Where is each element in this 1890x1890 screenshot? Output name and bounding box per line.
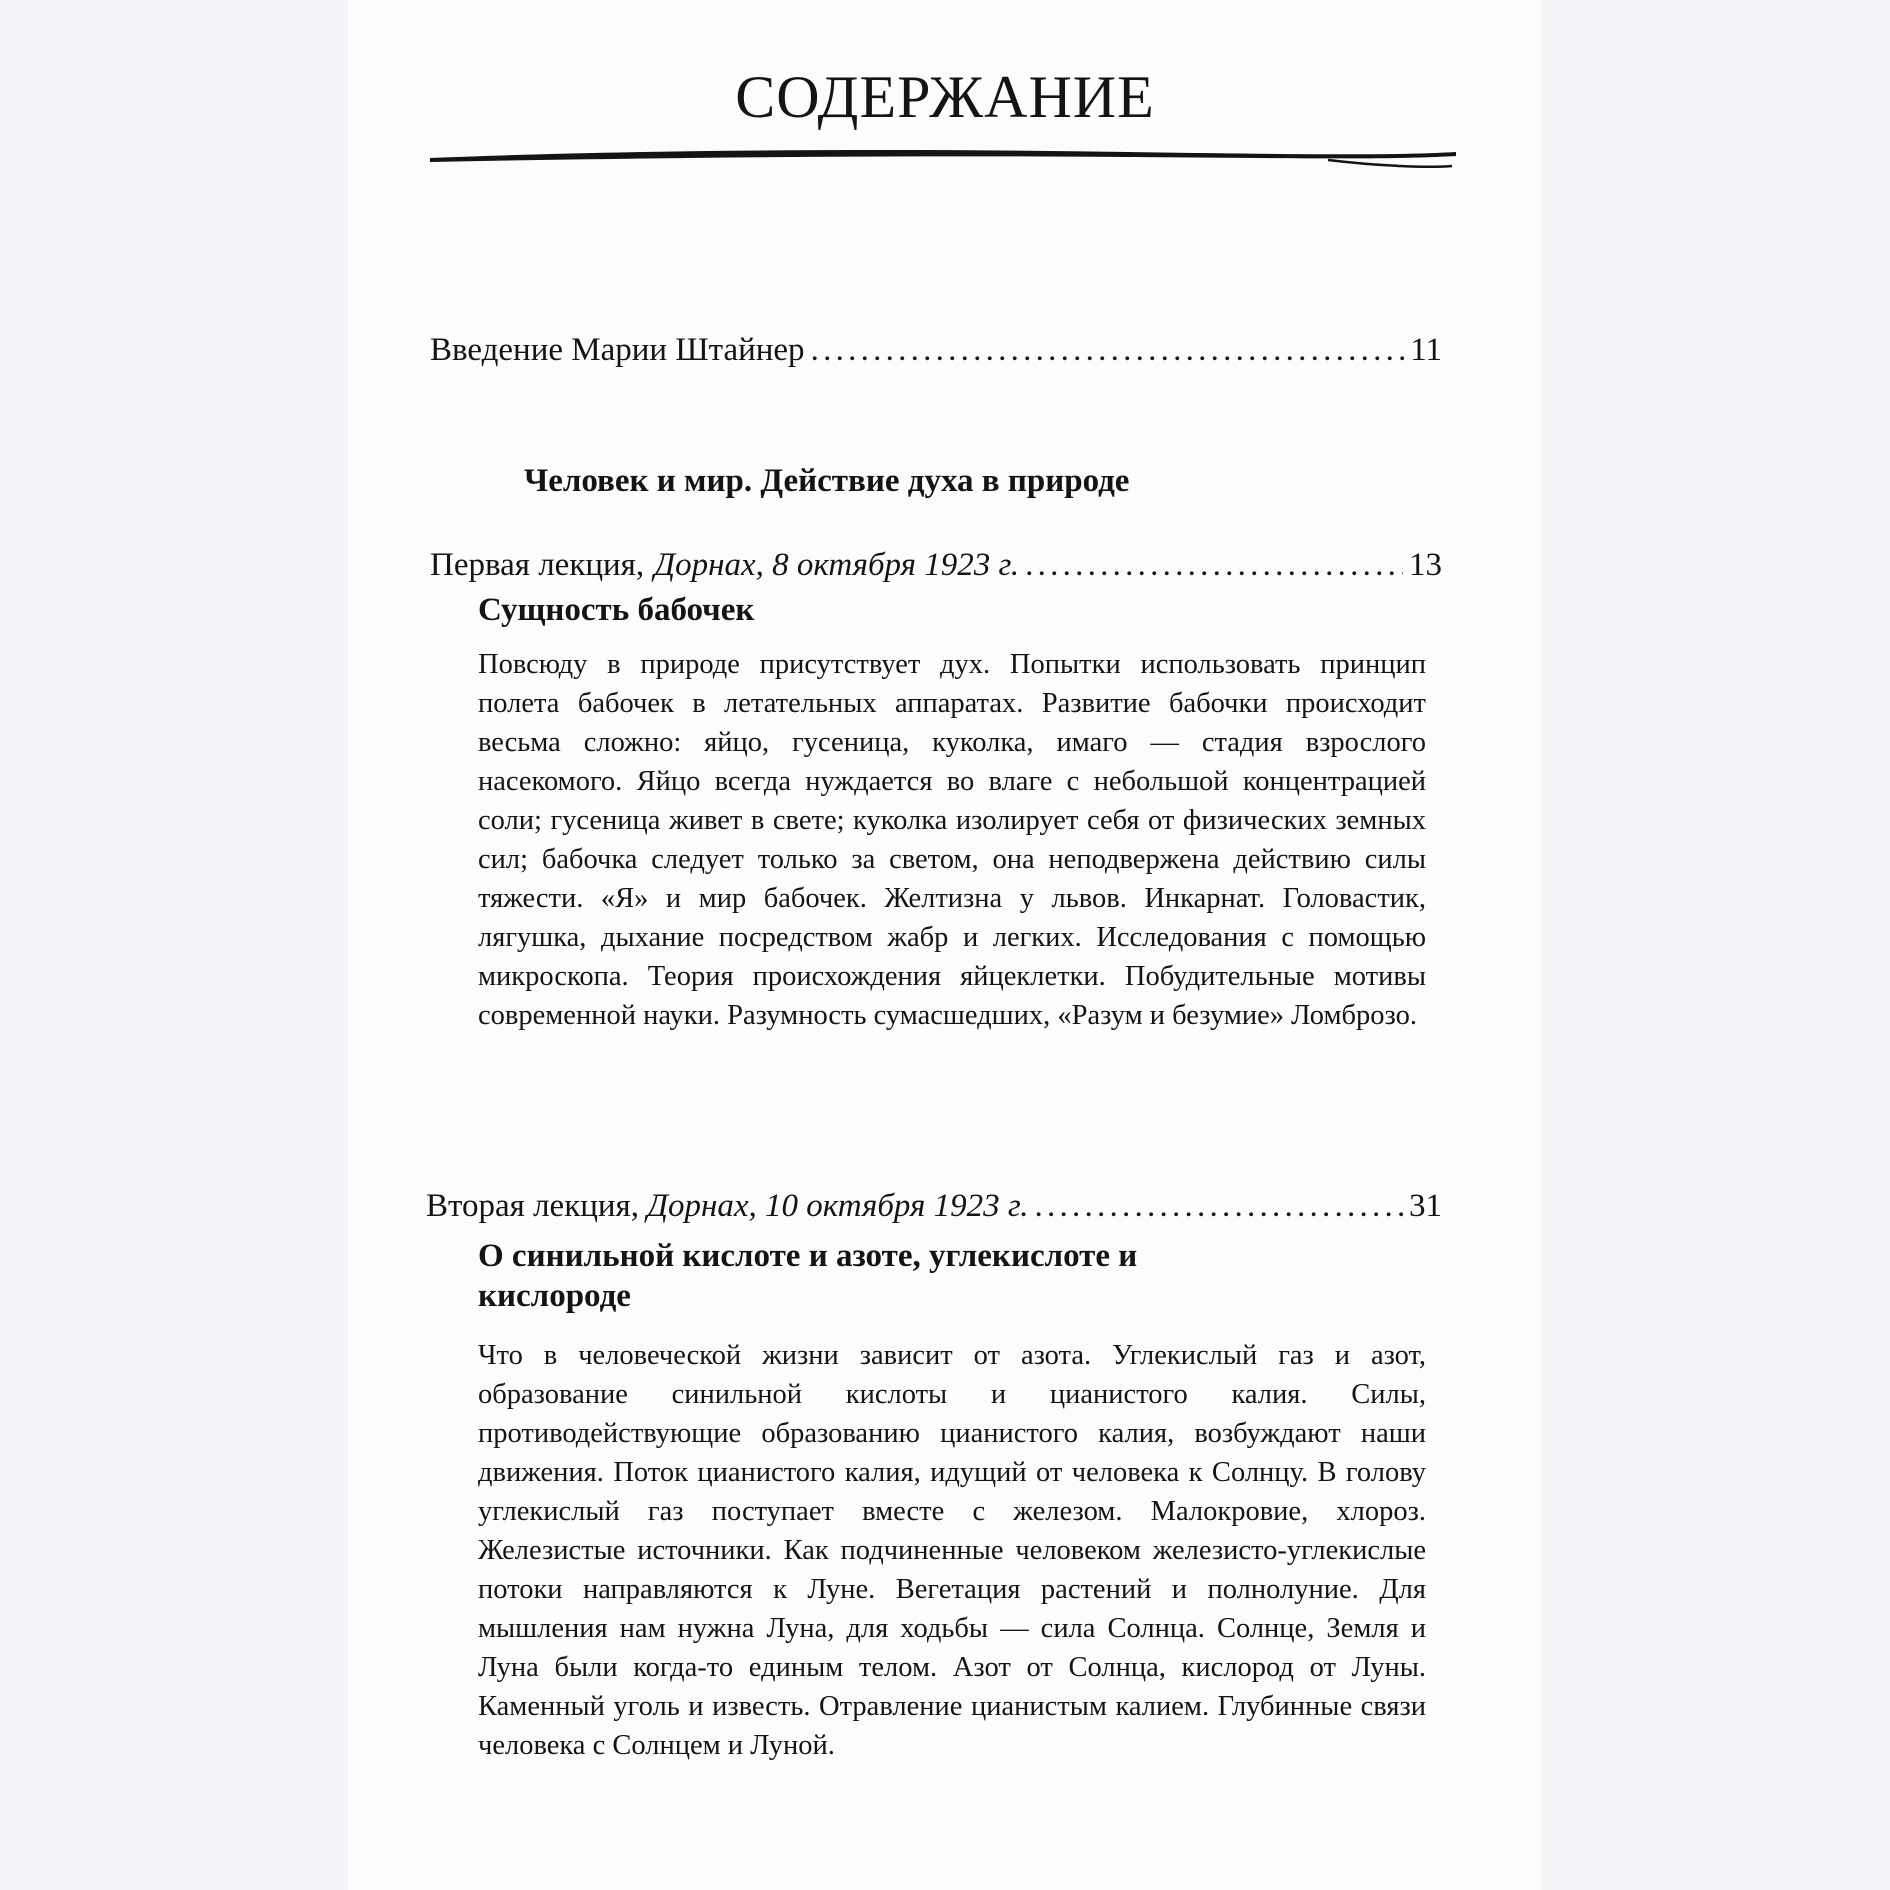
lecture-label: Первая лекция, bbox=[430, 547, 645, 583]
toc-entry-lecture-1[interactable] bbox=[430, 545, 1442, 585]
lecture-place-date: Дорнах, 10 октября 1923 г. bbox=[646, 1188, 1029, 1224]
lecture-2-title: О синильной кислоте и азоте, углекислоте и кислороде bbox=[478, 1238, 1138, 1314]
leader-dots bbox=[1025, 545, 1403, 585]
toc-entry-page: 11 bbox=[1410, 332, 1442, 368]
lecture-1-summary: Повсюду в природе присутствует дух. Попытки использовать принцип полета бабочек в летательных аппаратах. Развитие бабочки происходит весьма сложно: яйцо, гусеница, куколка, имаго — стадия взрослого насекомого. Яйцо всегда нуждается во влаге с небольшой концентрацией соли; гусеница живет в свете; куколка изолирует себя от физических земных сил; бабочка следует только за светом, она неподвержена действию силы тяжести. «Я» и мир бабочек. Желтизна у львов. Инкарнат. Головастик, лягушка, дыхание посредством жабр и легких. Исследования с помощью микроскопа. Теория происхождения яйцеклетки. Побудительные мотивы современной науки. Разумность сумасшедших, «Разум и безумие» Ломброзо. bbox=[478, 649, 1426, 1031]
heading-swash-rule bbox=[428, 140, 1458, 180]
toc-entry-introduction[interactable] bbox=[430, 330, 1442, 370]
lecture-1-title: Сущность бабочек bbox=[478, 592, 755, 628]
book-page bbox=[348, 0, 1542, 1890]
lecture-label: Вторая лекция, bbox=[426, 1188, 639, 1224]
page-heading: СОДЕРЖАНИЕ bbox=[735, 64, 1155, 130]
leader-dots bbox=[1035, 1186, 1403, 1226]
leader-dots bbox=[811, 330, 1405, 370]
part-title: Человек и мир. Действие духа в природе bbox=[524, 463, 1130, 499]
lecture-place-date: Дорнах, 8 октября 1923 г. bbox=[654, 547, 1020, 583]
toc-entry-title: Введение Марии Штайнер bbox=[430, 332, 805, 368]
toc-entry-lecture-2[interactable] bbox=[426, 1186, 1442, 1226]
toc-entry-page: 31 bbox=[1409, 1188, 1442, 1224]
toc-entry-page: 13 bbox=[1409, 547, 1442, 583]
lecture-2-summary: Что в человеческой жизни зависит от азота. Углекислый газ и азот, образование синильной кислоты и цианистого калия. Силы, противодействующие образованию цианистого калия, возбуждают наши движения. Поток цианистого калия, идущий от человека к Солнцу. В голову углекислый газ поступает вместе с железом. Малокровие, хлороз. Железистые источники. Как подчиненные человеком железисто-углекислые потоки направляются к Луне. Вегетация растений и полнолуние. Для мышления нам нужна Луна, для ходьбы — сила Солнца. Солнце, Земля и Луна были когда-то единым телом. Азот от Солнца, кислород от Луны. Каменный уголь и известь. Отравление цианистым калием. Глубинные связи человека с Солнцем и Луной. bbox=[478, 1340, 1426, 1761]
